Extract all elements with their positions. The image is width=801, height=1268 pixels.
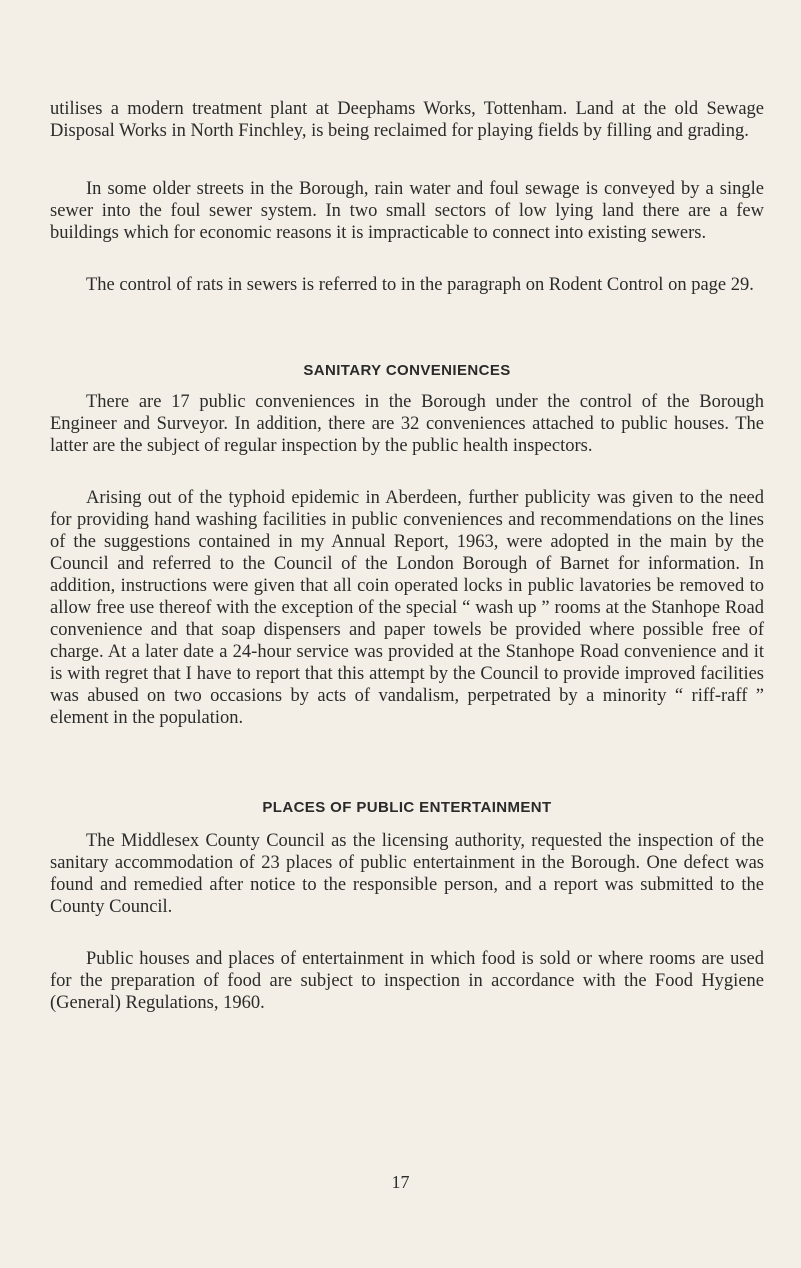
paragraph-food-hygiene: Public houses and places of entertainment in which food is sold or where rooms are used for the preparation of food are subject to inspection in accordance with the Food Hygiene (General) Regulations, 1960. [50, 949, 764, 1013]
paragraph-typhoid-epidemic: Arising out of the typhoid epidemic in Aberdeen, further publicity was given to the need for providing hand washing facilities in public conveniences and recommendations on the lines of the suggestions contained in my Annual Report, 1963, were adopted in the main by the Council and referred to the Council of the London Borough of Barnet for information. In addition, instructions were given that all coin operated locks in public lavatories be removed to allow free use thereof with the exception of the special “ wash up ” rooms at the Stanhope Road convenience and that soap dispensers and paper towels be provided where possible free of charge. At a later date a 24-hour service was provided at the Stanhope Road convenience and it is with regret that I have to report that this attempt by the Council to provide improved facilities was abused on two occasions by acts of vandalism, perpetrated by a minority “ riff-raff ” element in the population. [50, 488, 764, 728]
paragraph-sewage-treatment: utilises a modern treatment plant at Deephams Works, Tottenham. Land at the old Sewage Disposal Works in North Finchley, is being reclaimed for playing fields by filling and grading. [50, 99, 764, 141]
paragraph-public-conveniences: There are 17 public conveniences in the Borough under the control of the Borough Engineer and Surveyor. In addition, there are 32 conveniences attached to public houses. The latter are the subject of regular inspection by the public health inspectors. [50, 392, 764, 456]
heading-sanitary-conveniences: SANITARY CONVENIENCES [303, 362, 511, 379]
page-number: 17 [391, 1172, 410, 1192]
page-body [50, 98, 764, 1014]
heading-public-entertainment: PLACES OF PUBLIC ENTERTAINMENT [262, 799, 552, 816]
paragraph-middlesex-council: The Middlesex County Council as the licensing authority, requested the inspection of the sanitary accommodation of 23 places of public entertainment in the Borough. One defect was found and remedied after notice to the responsible person, and a report was submitted to the County Council. [50, 831, 764, 917]
paragraph-rat-control: The control of rats in sewers is referred to in the paragraph on Rodent Control on page 29. [86, 275, 754, 295]
paragraph-older-streets: In some older streets in the Borough, rain water and foul sewage is conveyed by a single sewer into the foul sewer system. In two small sectors of low lying land there are a few buildings which for economic reasons it is impracticable to connect into existing sewers. [50, 179, 764, 243]
